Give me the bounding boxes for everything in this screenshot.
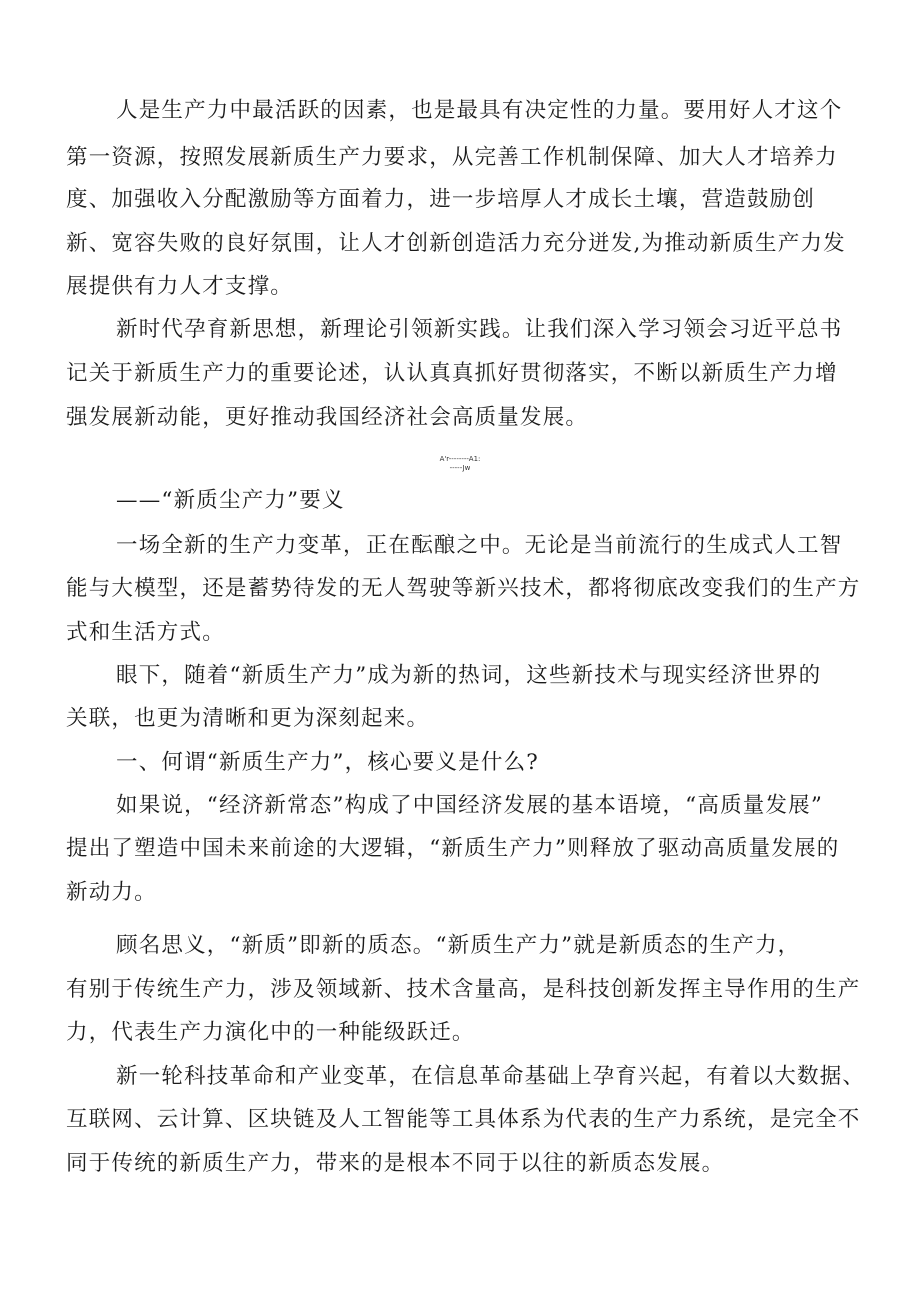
text-line: 强发展新动能，更好推动我国经济社会高质量发展。 (66, 405, 589, 430)
text-line: 如果说，“经济新常态”构成了中国经济发展的基本语境，“高质量发展” (116, 793, 824, 818)
divider-mark: -----Jw (449, 464, 471, 472)
text-line: 第一资源，按照发展新质生产力要求，从完善工作机制保障、加大人才培养力 (66, 145, 838, 170)
text-line: 新一轮科技革命和产业变革，在信息革命基础上孕育兴起，有着以大数据、 (116, 1064, 866, 1089)
text-line: 提出了塑造中国未来前途的大逻辑，“新质生产力”则释放了驱动高质量发展的 (66, 836, 840, 861)
text-line: 新时代孕育新思想，新理论引领新实践。让我们深入学习领会习近平总书 (116, 317, 843, 342)
section-heading: 一、何谓“新质生产力”，核心要义是什么? (116, 750, 540, 775)
text-line: 力，代表生产力演化中的一种能级跃迁。 (66, 1020, 475, 1045)
text-line: 有别于传统生产力，涉及领域新、技术含量高，是科技创新发挥主导作用的生产 (66, 977, 861, 1002)
section-subtitle: ——“新质尘产力”要义 (116, 488, 345, 513)
text-line: 人是生产力中最活跃的因素，也是最具有决定性的力量。要用好人才这个 (116, 98, 843, 123)
text-line: 互联网、云计算、区块链及人工智能等工具体系为代表的生产力系统，是完全不 (66, 1107, 861, 1132)
text-line: 关联，也更为清晰和更为深刻起来。 (66, 706, 430, 731)
text-line: 新动力。 (66, 880, 157, 905)
text-line: 展提供有力人才支撑。 (66, 274, 294, 299)
text-line: 顾名思义，“新质”即新的质态。“新质生产力”就是新质态的生产力， (116, 933, 801, 958)
text-line: 新、宽容失败的良好氛围，让人才创新创造活力充分迸发,为推动新质生产力发 (66, 231, 846, 256)
text-line: 记关于新质生产力的重要论述，认认真真抓好贯彻落实，不断以新质生产力增 (66, 361, 838, 386)
text-line: 式和生活方式。 (66, 620, 225, 645)
text-line: 同于传统的新质生产力，带来的是根本不同于以往的新质态发展。 (66, 1151, 725, 1176)
text-line: 一场全新的生产力变革，正在酝酿之中。无论是当前流行的生成式人工智 (116, 533, 843, 558)
text-line: 眼下，随着“新质生产力”成为新的热词，这些新技术与现实经济世界的 (116, 663, 822, 688)
text-line: 度、加强收入分配激励等方面着力，进一步培厚人才成长土壤，营造鼓励创 (66, 187, 816, 212)
text-line: 能与大模型，还是蓄势待发的无人驾驶等新兴技术，都将彻底改变我们的生产方 (66, 576, 861, 601)
divider-mark: A'r--------A1: (439, 455, 481, 463)
